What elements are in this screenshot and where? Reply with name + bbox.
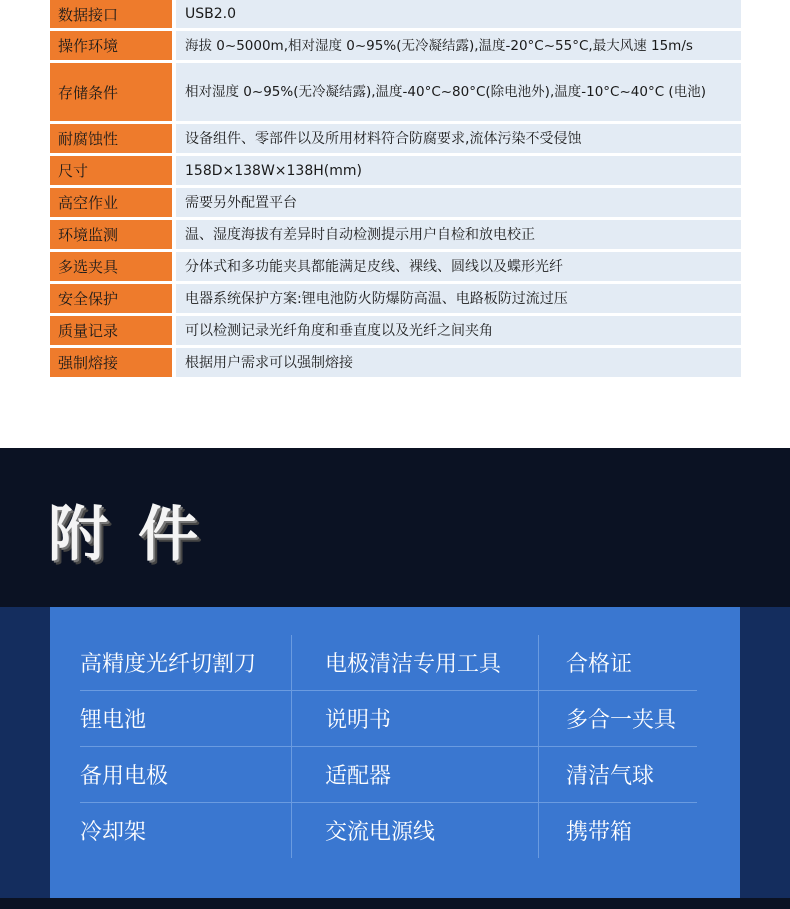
- spec-key: 耐腐蚀性: [50, 124, 172, 153]
- spec-row: [50, 348, 741, 377]
- spec-value: 相对湿度 0~95%(无冷凝结露),温度-40°C~80°C(除电池外),温度-10°C~40°C (电池): [176, 63, 741, 121]
- spec-value: 需要另外配置平台: [176, 188, 741, 217]
- spec-row: [50, 316, 741, 345]
- spec-row: [50, 0, 741, 28]
- spec-key: 质量记录: [50, 316, 172, 345]
- spec-value: 设备组件、零部件以及所用材料符合防腐要求,流体污染不受侵蚀: [176, 124, 741, 153]
- spec-key: 数据接口: [50, 0, 172, 28]
- spec-value: 可以检测记录光纤角度和垂直度以及光纤之间夹角: [176, 316, 741, 345]
- spec-value: 根据用户需求可以强制熔接: [176, 348, 741, 377]
- spec-value: 158D×138W×138H(mm): [176, 156, 741, 185]
- spec-key: 操作环境: [50, 31, 172, 60]
- accessories-row: [80, 635, 697, 691]
- accessory-item: 交流电源线: [291, 803, 538, 858]
- side-panel-left: [0, 607, 50, 909]
- spec-value: 电器系统保护方案:锂电池防火防爆防高温、电路板防过流过压: [176, 284, 741, 313]
- spec-key: 环境监测: [50, 220, 172, 249]
- accessories-title: 附件: [48, 500, 228, 570]
- spec-value: USB2.0: [176, 0, 741, 28]
- spec-key: 多选夹具: [50, 252, 172, 281]
- accessory-item: 锂电池: [80, 708, 147, 733]
- spec-key: 尺寸: [50, 156, 172, 185]
- spec-key: 强制熔接: [50, 348, 172, 377]
- spec-value: 温、湿度海拔有差异时自动检测提示用户自检和放电校正: [176, 220, 741, 249]
- bottom-strip: [0, 898, 790, 909]
- spec-table: [50, 0, 741, 380]
- side-panel-right: [740, 607, 790, 909]
- spec-row: [50, 220, 741, 249]
- accessory-item: 说明书: [291, 691, 538, 746]
- spec-row: [50, 63, 741, 121]
- spec-row: [50, 188, 741, 217]
- accessory-item: 电极清洁专用工具: [291, 635, 538, 690]
- spec-row: [50, 124, 741, 153]
- accessories-grid: [80, 635, 697, 858]
- spec-row: [50, 156, 741, 185]
- accessory-item: 适配器: [291, 747, 538, 802]
- accessories-row: [80, 691, 697, 747]
- accessories-panel: [50, 607, 740, 898]
- accessory-item: 高精度光纤切割刀: [80, 652, 257, 677]
- accessory-item: 备用电极: [80, 764, 169, 789]
- accessory-item: 多合一夹具: [538, 691, 697, 746]
- spec-row: [50, 31, 741, 60]
- spec-value: 海拔 0~5000m,相对湿度 0~95%(无冷凝结露),温度-20°C~55°C,最大风速 15m/s: [176, 31, 741, 60]
- accessory-item: 合格证: [538, 635, 697, 690]
- accessories-row: [80, 747, 697, 803]
- spec-key: 存储条件: [50, 63, 172, 121]
- spec-value: 分体式和多功能夹具都能满足皮线、裸线、圆线以及蝶形光纤: [176, 252, 741, 281]
- accessories-row: [80, 803, 697, 858]
- accessory-item: 清洁气球: [538, 747, 697, 802]
- spec-row: [50, 252, 741, 281]
- spec-row: [50, 284, 741, 313]
- spec-key: 安全保护: [50, 284, 172, 313]
- spec-key: 高空作业: [50, 188, 172, 217]
- accessory-item: 冷却架: [80, 820, 147, 845]
- accessory-item: 携带箱: [538, 803, 697, 858]
